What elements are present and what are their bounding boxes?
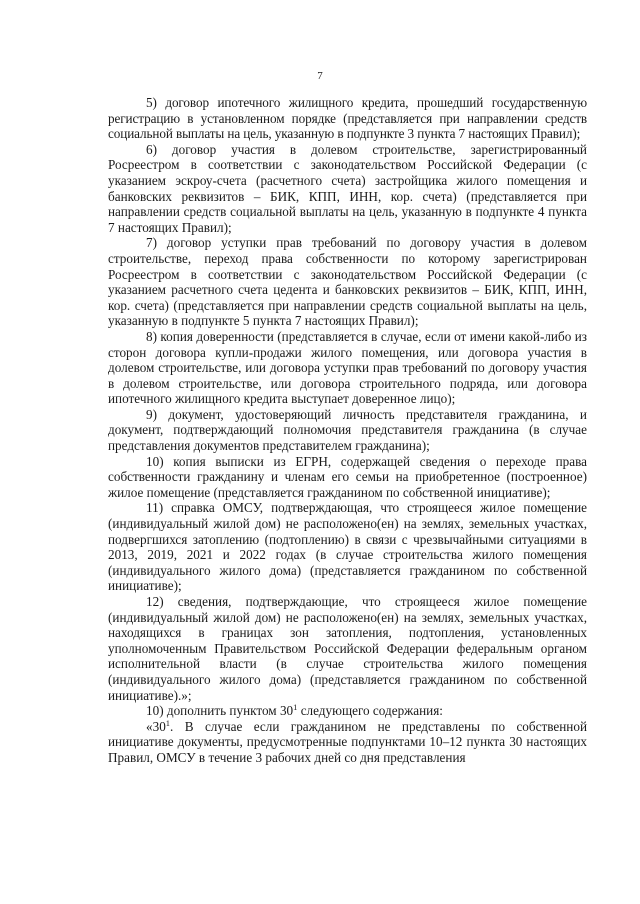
document-body bbox=[108, 95, 587, 766]
paragraph-item-10: 10) копия выписки из ЕГРН, содержащей сведения о переходе права собственности гражданину и членам его семьи на приобретенное (построенное) жилое помещение (представляется гражданином по собственной инициативе); bbox=[108, 453, 587, 500]
paragraph-item-5: 5) договор ипотечного жилищного кредита, прошедший государственную регистрацию в установленном порядке (представляется при направлении средств социальной выплаты на цель, указанную в подпункте 3 пункта 7 настоящих Правил); bbox=[108, 95, 587, 142]
paragraph-item-6: 6) договор участия в долевом строительстве, зарегистрированный Росреестром в соответствии с законодательством Российской Федерации (с указанием эскроу-счета (расчетного счета) застройщика жилого помещения и банковских реквизитов – БИК, КПП, ИНН, кор. счета) (представляется при направлении средств социальной выплаты на цель, указанную в подпункте 4 пункта 7 настоящих Правил); bbox=[108, 141, 587, 235]
new-point-text: . В случае если гражданином не представлены по собственной инициативе документы, предусмотренные подпунктами 10–12 пункта 30 настоящих Правил, ОМСУ в течение 3 рабочих дней со дня представления bbox=[108, 718, 587, 765]
paragraph-item-12: 12) сведения, подтверждающие, что строящееся жилое помещение (индивидуальный жилой дом) не расположено(ен) на землях, земельных участках, находящихся в границах зон затопления, подтопления, установленных уполномоченным Правительством Российской Федерации федеральным органом исполнительной власти (в случае строительства жилого помещения (индивидуального жилого дома) (представляется гражданином по собственной инициативе).»; bbox=[108, 594, 587, 703]
new-point-superscript: 1 bbox=[165, 717, 171, 728]
amendment-suffix: следующего содержания: bbox=[297, 703, 443, 719]
paragraph-item-8: 8) копия доверенности (представляется в случае, если от имени какой-либо из сторон договора купли-продажи жилого помещения, или договора участия в долевом строительстве, или договора уступки прав требований по договору участия в долевом строительстве, или договора строительного подряда, или договора ипотечного жилищного кредита выступает доверенное лицо); bbox=[108, 328, 587, 407]
new-point-paragraph bbox=[108, 719, 587, 766]
amendment-superscript: 1 bbox=[293, 702, 298, 713]
paragraph-item-9: 9) документ, удостоверяющий личность представителя гражданина, и документ, подтверждающий полномочия представителя гражданина (в случае представления документов представителем гражданина); bbox=[108, 406, 587, 454]
paragraph-item-11: 11) справка ОМСУ, подтверждающая, что строящееся жилое помещение (индивидуальный жилой дом) не расположено(ен) на землях, земельных участках, подвергшихся затоплению (подтоплению) в связи с чрезвычайными ситуациями в 2013, 2019, 2021 и 2022 годах (в случае строительства жилого помещения (индивидуального жилого дома) (представляется гражданином по собственной инициативе); bbox=[108, 500, 587, 594]
amendment-paragraph bbox=[108, 703, 587, 719]
page-number: 7 bbox=[317, 70, 323, 82]
paragraph-item-7: 7) договор уступки прав требований по договору участия в долевом строительстве, переход права собственности по которому зарегистрирован Росреестром в соответствии с законодательством Российской Федерации (с указанием расчетного счета цедента и банковских реквизитов – БИК, КПП, ИНН, кор. счета) (представляется при направлении средств социальной выплаты на цель, указанную в подпункте 5 пункта 7 настоящих Правил); bbox=[108, 235, 587, 329]
amendment-prefix: 10) дополнить пунктом 30 bbox=[146, 703, 294, 719]
new-point-prefix: «30 bbox=[146, 718, 166, 734]
